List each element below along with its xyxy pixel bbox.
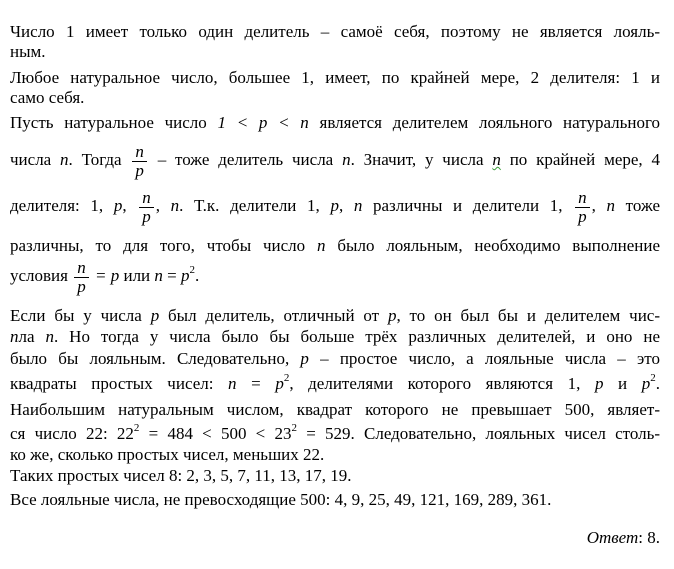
text-line-11: nла n. Но тогда у числа было бы больше трёх различных делителей, и оно не bbox=[10, 327, 661, 346]
answer-label: Ответ bbox=[586, 528, 639, 547]
text-line-10: Если бы у числа p был делитель, отличный от p, то он был бы и делителем чис- bbox=[10, 306, 661, 325]
text-line-1: Число 1 имеет только один делитель – самоё себя, поэтому не является лояль- bbox=[10, 22, 660, 41]
fraction-n-over-p: $\frac{n}{p}$ bbox=[139, 189, 154, 226]
text-line-9: условия $\frac{n}{p}$ = p или $n = p^2$. bbox=[10, 257, 200, 296]
text-line-15: ся число 22: $22^2 = 484 < 500 < 23^2 = 529$. Следовательно, лояльных чисел столь- bbox=[10, 422, 660, 443]
text-line-8: различны, то для того, чтобы число n было лояльным, необходимо выполнение bbox=[10, 236, 660, 255]
text-line-6: числа n. Тогда $\frac{n}{p}$ – тоже делитель числа n. Значит, у числа n по крайней мере, 4 bbox=[10, 141, 660, 180]
fraction-n-over-p: $\frac{n}{p}$ bbox=[132, 143, 147, 180]
answer-line bbox=[587, 528, 660, 548]
text-line-5: Пусть натуральное число 1 < p < n является делителем лояльного натурального bbox=[10, 113, 661, 132]
text-line-14: Наибольшим натуральным числом, квадрат которого не превышает 500, являет- bbox=[10, 400, 660, 419]
text-line-2: ным. bbox=[10, 42, 46, 61]
answer-value: : 8. bbox=[638, 528, 660, 547]
text-line-18: Все лояльные числа, не превосходящие 500: 4, 9, 25, 49, 121, 169, 289, 361. bbox=[10, 490, 552, 509]
text-line-17: Таких простых чисел 8: 2, 3, 5, 7, 11, 13, 17, 19. bbox=[10, 466, 352, 485]
text-line-4: само себя. bbox=[10, 88, 85, 107]
fraction-n-over-p: $\frac{n}{p}$ bbox=[74, 259, 89, 296]
text-line-12: было бы лояльным. Следовательно, p – простое число, а лояльные числа – это bbox=[10, 349, 660, 368]
text-line-3: Любое натуральное число, большее 1, имеет, по крайней мере, 2 делителя: 1 и bbox=[10, 68, 660, 87]
text-line-16: ко же, сколько простых чисел, меньших 22. bbox=[10, 445, 325, 464]
text-line-13: квадраты простых чисел: $n = p^2$, делителями которого являются 1, p и $p^2$. bbox=[10, 372, 660, 393]
text-line-7: делителя: 1, p, $\frac{n}{p}$ , n. Т.к. делители 1, p, n различны и делители 1, $\frac{n}{p}$ , n тоже bbox=[10, 187, 661, 226]
fraction-n-over-p: $\frac{n}{p}$ bbox=[575, 189, 590, 226]
text-line-11-tail: было бы больше трёх различных делителей, и оно не bbox=[221, 327, 661, 346]
